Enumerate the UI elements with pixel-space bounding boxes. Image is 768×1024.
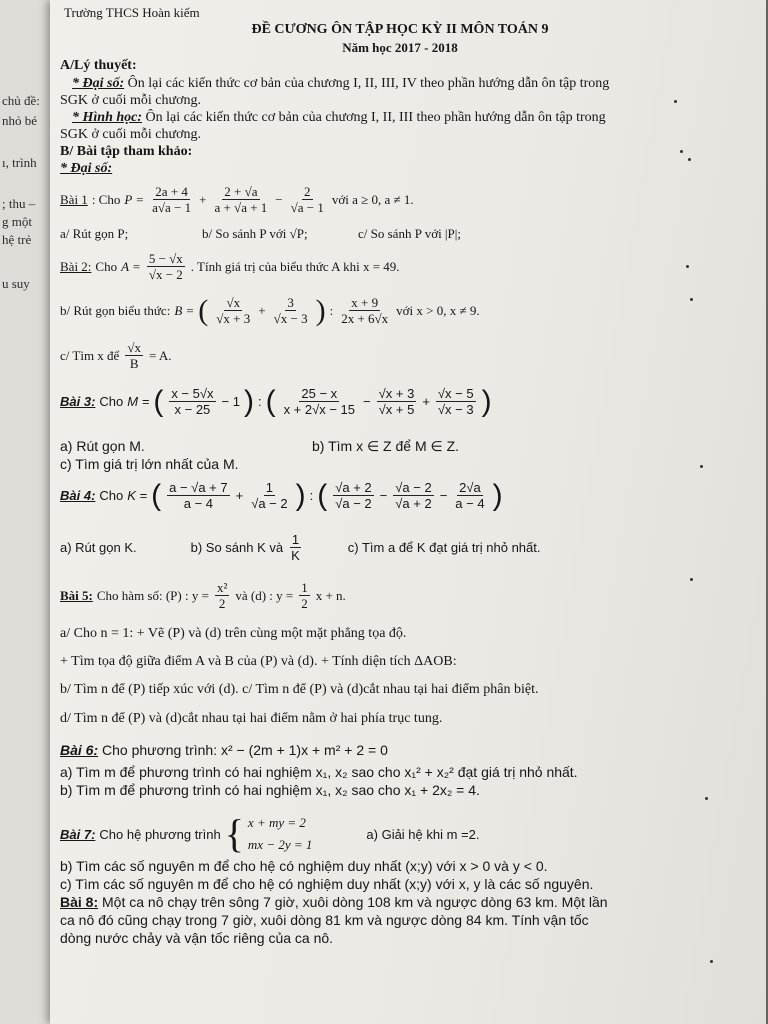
fraction [272,295,310,326]
equation-2: mx − 2y = 1 [247,837,313,852]
exercise-2-label: Bài 2: [60,258,92,274]
numerator: 2 [304,184,311,199]
school-year: Năm học 2017 - 2018 [342,40,458,55]
numerator: 3 [287,295,294,310]
back-page-text: ; thu – [2,196,36,211]
geometry-theory-line [72,110,606,126]
fraction [214,295,252,326]
exercise-1-qb: b/ So sánh P với √P; [202,226,308,241]
exercise-5 [60,580,346,611]
fraction [299,580,310,611]
numerator: √a − 2 [395,480,432,495]
fraction [150,184,193,215]
fraction [333,480,373,511]
denominator: 2x + 6√x [341,311,389,326]
numerator: 2a + 4 [155,184,188,199]
numerator: 5 − √x [148,251,183,266]
numerator: a − √a + 7 [169,480,228,495]
pen-mark [688,158,691,161]
exercise-4-questions [60,532,540,563]
geometry-text: Ôn lại các kiến thức cơ bản của chương I, II, III theo phần hướng dẫn ôn tập trong [142,110,606,125]
algebra-text: Ôn lại các kiến thức cơ bản của chương I, II, III, IV theo phần hướng dẫn ôn tập trong [124,76,610,91]
exercise-8-line-2: ca nô đó cũng chạy trong 7 giờ, xuôi dòng 81 km và ngược dòng 84 km. Tính vận tốc [60,912,589,928]
fraction [167,480,229,511]
algebra-label: * Đại số: [72,76,125,91]
var-K: K = [127,488,148,503]
denominator: √x − 3 [273,311,308,326]
exercise-5-line-4: d/ Tìm n để (P) và (d)cắt nhau tại hai điểm nằm ở hai phía trục tung. [60,711,443,726]
exercise-7-qc: c) Tìm các số nguyên m để cho hệ có nghiệm duy nhất (x;y) với x, y là các số nguyên. [60,876,594,892]
numerator: x − 5√x [171,386,214,401]
fraction [453,480,486,511]
fraction [215,580,229,611]
exercise-1-label: Bài 1 [60,191,88,207]
section-b-heading: B/ Bài tập tham khảo: [60,144,193,159]
geometry-label: * Hình học: [72,110,143,125]
denominator: √a − 1 [290,200,324,215]
fraction [249,480,289,511]
var-A: A = [121,258,141,274]
exercise-4-qc: c) Tìm a để K đạt giá trị nhỏ nhất. [347,540,541,555]
exercise-1: Bài 1 : Cho P = $\frac{2a + 4}{a√a - 1}$ + $\frac{2 + √a}{a + √a + 1}$ − $\frac{2}{√a - 1}$ với a ≥ 0, a ≠ 1. [60,184,414,215]
equation-1: x + my = 2 [247,815,306,830]
exercise-8-line-3: dòng nước chảy và vận tốc riêng của ca nô. [60,930,334,946]
document-page [50,0,766,1024]
exercise-2-b: b/ Rút gọn biểu thức: B = ( $\frac{√x}{√x + 3}$ + $\frac{3}{√x - 3}$ ) : $\frac{x + 9}{2x + 6√x}$ với x > 0, x ≠ 9. [60,293,480,327]
var-B: B = [174,302,195,318]
numerator: √x [127,340,141,355]
numerator: √a + 2 [335,480,372,495]
fraction [289,532,302,563]
exercise-2-intro: Cho [95,258,118,274]
exercise-1-qa: a/ Rút gọn P; [60,226,129,241]
exercise-6-qb: b) Tìm m để phương trình có hai nghiệm x₁, x₂ sao cho x₁ + 2x₂ = 4. [60,782,480,798]
exercise-4-intro: Cho [99,488,124,503]
numerator: x² [216,580,228,595]
geometry-text-cont: SGK ở cuối mỗi chương. [60,127,201,142]
numerator: 1 [301,580,308,595]
equation-system [248,812,312,856]
denominator: a√a − 1 [152,200,192,215]
exercise-8-text: Một ca nô chạy trên sông 7 giờ, xuôi dòng 108 km và ngược dòng 63 km. Một lần [98,894,608,910]
condition: với x > 0, x ≠ 9. [396,302,480,318]
exercise-5-intro: Cho hàm số: (P) : y = [96,587,209,603]
exercise-8-label: Bài 8: [60,894,99,910]
exercise-5-mid: và (d) : y = [235,587,294,603]
section-a-heading: A/Lý thuyết: [60,58,137,73]
denominator: √x − 2 [148,267,183,282]
exercise-1-intro: : Cho [91,191,121,207]
numerator: x + 9 [351,295,379,310]
exercise-2-qc: c/ Tìm x để [60,347,120,363]
algebra-theory-line [72,76,609,92]
exercise-2-qb: b/ Rút gọn biểu thức: [60,302,171,318]
exercise-6-qa: a) Tìm m để phương trình có hai nghiệm x₁, x₂ sao cho x₁² + x₂² đạt giá trị nhỏ nhất. [60,764,578,780]
denominator: a − 4 [455,496,485,511]
numerator: 2√a [459,480,481,495]
exercise-2-c [60,340,172,371]
exercise-4-qa: a) Rút gọn K. [60,540,137,555]
exercise-7-qa: a) Giải hệ khi m =2. [366,826,480,842]
exercise-6-label: Bài 6: [60,742,99,758]
denominator: a − 4 [183,496,214,511]
denominator: √a − 2 [251,496,288,511]
back-page-text: nhỏ bé [2,113,38,128]
exercise-7-label: Bài 7: [60,826,96,842]
exercise-7-intro: Cho hệ phương trình [99,826,221,842]
numerator: 1 [291,532,300,547]
exercise-7-qb: b) Tìm các số nguyên m để cho hệ có nghiệm duy nhất (x;y) với x > 0 và y < 0. [60,858,548,874]
fraction [125,340,143,371]
denominator: B [129,356,139,371]
pen-mark [705,797,708,800]
minus-one: − 1 [221,394,240,409]
fraction [339,295,390,326]
exercise-6 [60,742,388,758]
exercise-3-qb: b) Tìm x ∈ Z để M ∈ Z. [312,438,460,454]
exercise-6-text: Cho phương trình: x² − (2m + 1)x + m² + 2 = 0 [102,742,388,758]
exercise-5-end: x + n. [315,587,346,603]
fraction [289,184,326,215]
fraction [147,251,185,282]
fraction [169,386,215,417]
fraction [282,386,357,417]
exercise-5-line-2: + Tìm tọa độ giữa điểm A và B của (P) và (d). + Tính diện tích ΔAOB: [60,654,457,669]
denominator: x + 2√x − 15 [283,402,356,417]
denominator: √x + 5 [378,402,415,417]
var-P: P = [124,191,145,207]
fraction [212,184,269,215]
denominator: K [291,548,300,563]
exercise-1-qc: c/ So sánh P với |P|; [358,226,461,241]
denominator: √a + 2 [395,496,432,511]
back-page-text: u suy [2,276,30,291]
fraction [436,386,476,417]
back-page-text: g một [2,214,32,229]
exercise-7: Bài 7: Cho hệ phương trình { x + my = 2 mx − 2y = 1 a) Giải hệ khi m =2. [60,811,480,856]
denominator: 2 [218,596,226,611]
exercise-3: Bài 3: Cho M = ( $\frac{x - 5√x}{x - 25}$ − 1 ) : ( $\frac{25 - x}{x + 2√x - 15}$ − $\frac{√x + 3}{√x + 5}$ + $\frac{√x - 5}{√x - 3}$ ) [60,384,492,418]
fraction [377,386,417,417]
numerator: √x [226,295,241,310]
pen-mark [690,578,693,581]
pen-mark [710,960,713,963]
exercise-8-line-1 [60,894,608,910]
numerator: √x + 3 [378,386,415,401]
document-title: ĐỀ CƯƠNG ÔN TẬP HỌC KỲ II MÔN TOÁN 9 [251,22,549,37]
back-page-text: ı, trình [2,155,37,170]
numerator: √x − 5 [437,386,474,401]
denominator: √x + 3 [216,311,251,326]
exercise-3-qc: c) Tìm giá trị lớn nhất của M. [60,456,239,472]
algebra-exercises-label: * Đại số: [60,161,113,176]
exercise-3-label: Bài 3: [60,394,96,409]
back-page-text: chủ đề: [2,93,40,108]
numerator: 1 [265,480,274,495]
back-page-text: hệ trẻ [2,232,32,247]
exercise-4-label: Bài 4: [60,488,96,503]
pen-mark [680,150,683,153]
algebra-text-cont: SGK ở cuối mỗi chương. [60,93,201,108]
pen-mark [674,100,677,103]
var-M: M = [127,394,150,409]
exercise-4-qb: b) So sánh K và [190,540,284,555]
exercise-4: Bài 4: Cho K = ( $\frac{a - √a + 7}{a - 4}$ + $\frac{1}{√a - 2}$ ) : ( $\frac{√a + 2}{√a - 2}$ − $\frac{√a - 2}{√a + 2}$ − $\frac{2√a}{a - 4}$ ) [60,478,503,512]
denominator: x − 25 [174,402,211,417]
exercise-5-label: Bài 5: [60,587,93,603]
numerator: 2 + √a [224,184,258,199]
fraction [393,480,433,511]
pen-mark [700,465,703,468]
exercise-3-intro: Cho [99,394,124,409]
exercise-2 [60,251,400,282]
exercise-5-line-1: a/ Cho n = 1: + Vẽ (P) và (d) trên cùng một mặt phẳng tọa độ. [60,626,407,641]
exercise-2-text: . Tính giá trị của biểu thức A khi x = 49. [190,258,400,274]
pen-mark [686,265,689,268]
numerator: 25 − x [301,386,338,401]
denominator: √x − 3 [437,402,474,417]
condition: với a ≥ 0, a ≠ 1. [331,191,414,207]
denominator: 2 [301,596,308,611]
denominator: √a − 2 [335,496,372,511]
exercise-5-line-3: b/ Tìm n để (P) tiếp xúc với (d). c/ Tìm n để (P) và (d)cắt nhau tại hai điểm phân biệt. [60,682,539,697]
pen-mark [690,298,693,301]
school-name: Trường THCS Hoàn kiếm [64,5,200,20]
denominator: a + √a + 1 [214,200,268,215]
equals-A: = A. [148,347,172,363]
exercise-3-qa: a) Rút gọn M. [60,438,145,454]
